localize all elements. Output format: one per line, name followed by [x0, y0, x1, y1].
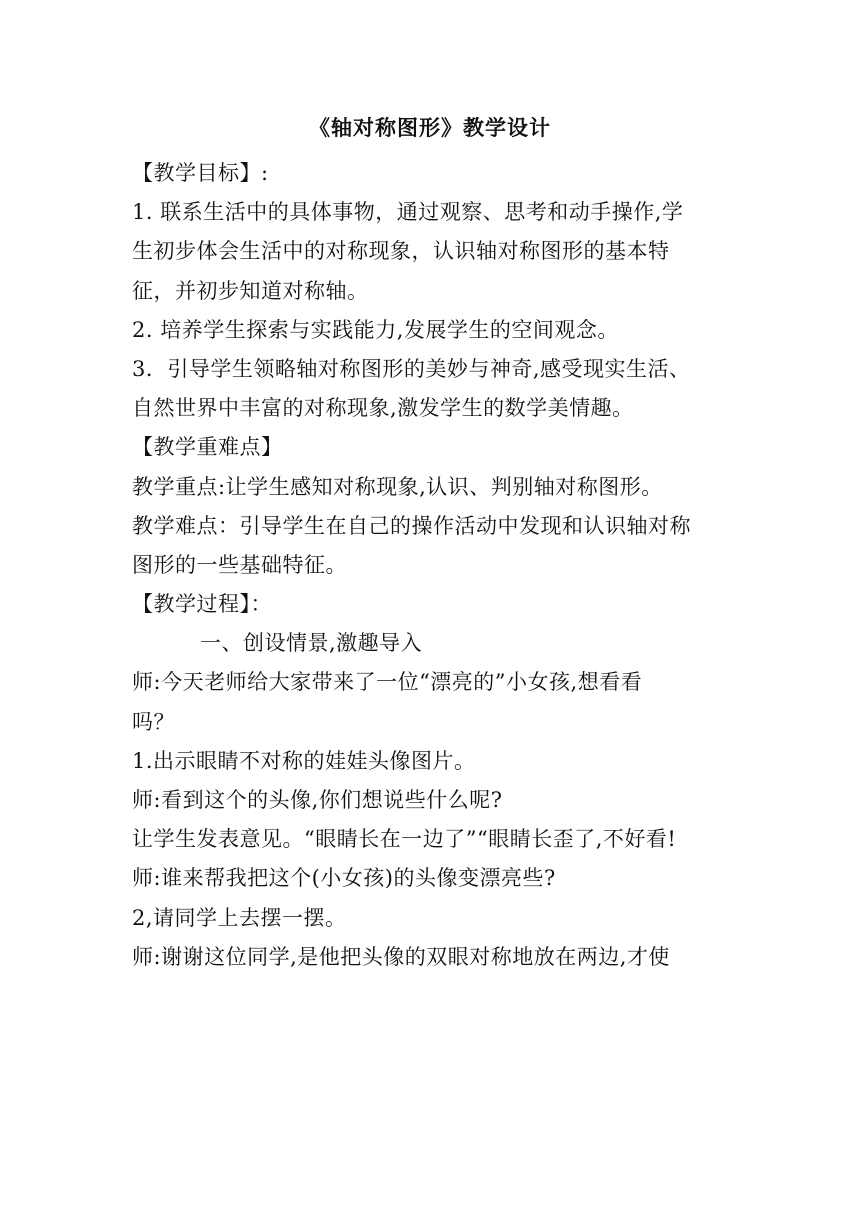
paragraph-line: 师:看到这个的头像,你们想说些什么呢? — [132, 788, 503, 812]
document-title: 《轴对称图形》教学设计 — [309, 115, 551, 140]
paragraph-line: 自然世界中丰富的对称现象,激发学生的数学美情趣。 — [132, 396, 634, 421]
paragraph-line: 师:谢谢这位同学,是他把头像的双眼对称地放在两边,才使 — [132, 944, 670, 969]
paragraph-line: 图形的一些基础特征。 — [132, 552, 347, 577]
paragraph-line: 2,请同学上去摆一摆。 — [132, 905, 347, 930]
paragraph-line: 教学难点：引导学生在自己的操作活动中发现和认识轴对称 — [132, 513, 691, 538]
section-heading-objectives: 【教学目标】: — [132, 161, 269, 185]
paragraph-line: 1. 联系生活中的具体事物，通过观察、思考和动手操作,学 — [132, 200, 684, 225]
paragraph-line: 征，并初步知道对称轴。 — [132, 278, 369, 303]
section-heading-process: 【教学过程】： — [132, 592, 272, 617]
document-body — [132, 154, 742, 977]
paragraph-line: 3．引导学生领略轴对称图形的美妙与神奇,感受现实生活、 — [132, 356, 691, 381]
paragraph-line: 师:谁来帮我把这个(小女孩)的头像变漂亮些? — [132, 866, 556, 891]
paragraph-line: 吗？ — [132, 709, 175, 734]
subsection-heading: 一、创设情景,激趣导入 — [200, 631, 423, 656]
paragraph-line: 生初步体会生活中的对称现象，认识轴对称图形的基本特 — [132, 239, 670, 264]
paragraph-line: 1.出示眼睛不对称的娃娃头像图片。 — [132, 748, 476, 773]
paragraph-line: 教学重点:让学生感知对称现象,认识、判别轴对称图形。 — [132, 474, 663, 499]
paragraph-line: 师:今天老师给大家带来了一位“漂亮的”小女孩,想看看 — [132, 670, 643, 695]
section-heading-key-points: 【教学重难点】 — [132, 435, 283, 460]
paragraph-line: 让学生发表意见。“眼睛长在一边了”“眼睛长歪了,不好看! — [132, 827, 677, 852]
paragraph-line: 2. 培养学生探索与实践能力,发展学生的空间观念。 — [132, 317, 619, 342]
